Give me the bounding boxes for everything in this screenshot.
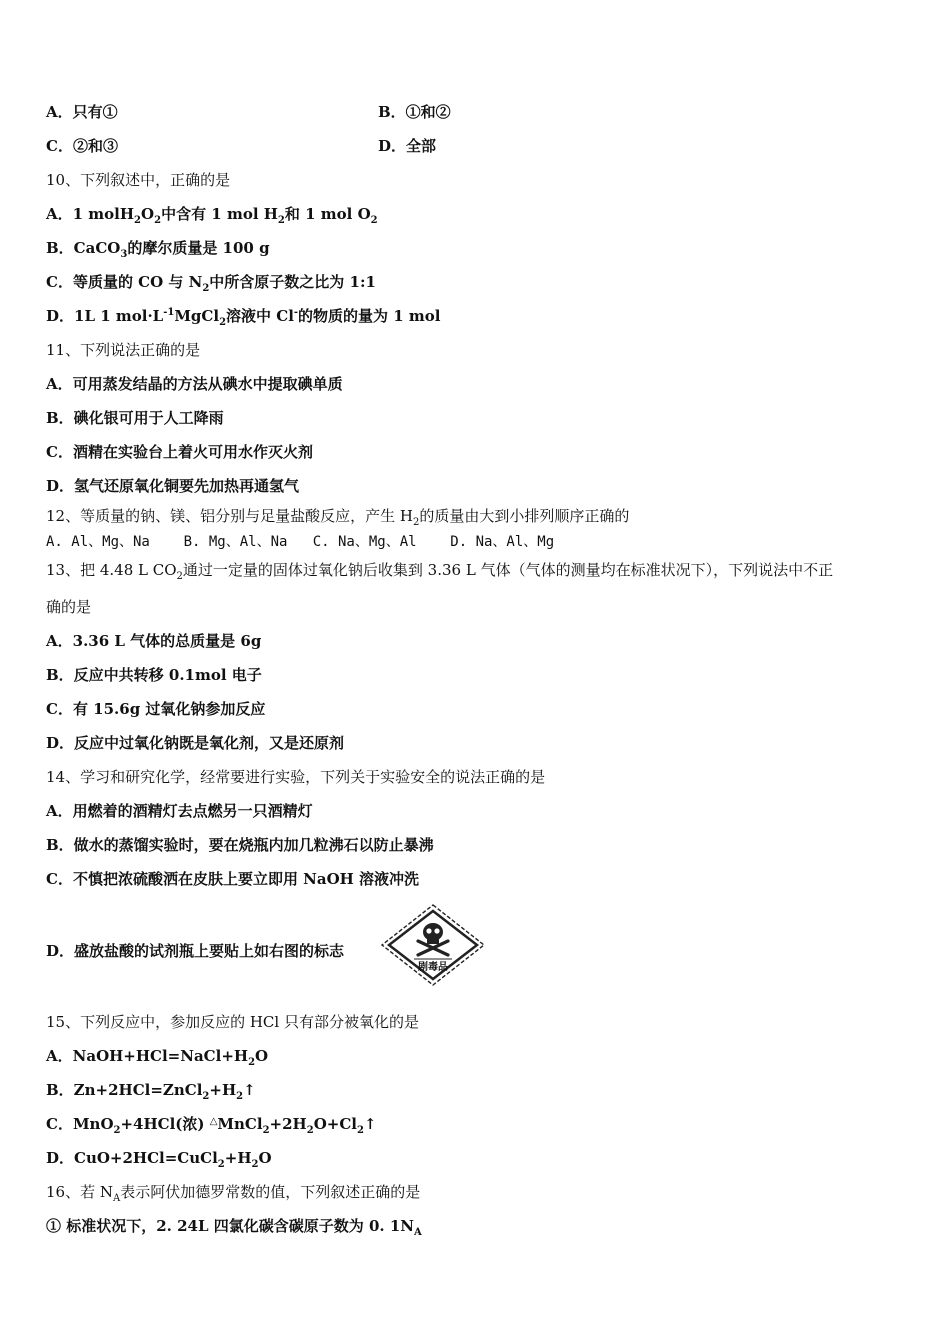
skull-crossbones-icon <box>380 903 486 987</box>
q11-option-b: B．碘化银可用于人工降雨 <box>46 409 224 427</box>
q13-stem: 13、把 4.48 L $CO_2$通过一定量的固体过氧化钠后收集到 3.36 L 气体（气体的测量均在标准状况下），下列说法中不正 <box>46 561 834 582</box>
q10-option-d: D．1L 1 $mol\cdot L^{-1}MgCl_2$溶液中 Cl-的物质的量为 1 mol <box>46 307 441 328</box>
q11-option-d: D．氢气还原氧化铜要先加热再通氢气 <box>46 477 300 495</box>
q9-option-d: D．全部 <box>378 137 437 155</box>
q10-option-b: B．CaCO$_3$的摩尔质量是 100 g <box>46 239 270 260</box>
q11-stem: 11、下列说法正确的是 <box>46 341 201 359</box>
q9-option-c: C．②和③ <box>46 137 118 155</box>
q14-option-d: D．盛放盐酸的试剂瓶上要贴上如右图的标志 <box>46 942 345 960</box>
toxic-hazard-sign <box>380 903 486 987</box>
q16-item-1: ① 标准状况下，2. 24L 四氯化碳含碳原子数为 0. $1N_A$ <box>46 1217 422 1238</box>
q10-stem: 10、下列叙述中，正确的是 <box>46 171 231 189</box>
q15-stem: 15、下列反应中，参加反应的 HCl 只有部分被氧化的是 <box>46 1013 419 1031</box>
q14-option-c: C．不慎把浓硫酸洒在皮肤上要立即用 NaOH 溶液冲洗 <box>46 870 420 888</box>
q15-option-c: C．MnO$_2$+4HCl(浓) $^\triangle MnCl_2+2H_2O+Cl_2↑$ <box>46 1115 377 1136</box>
q11-option-a: A．可用蒸发结晶的方法从碘水中提取碘单质 <box>46 375 343 393</box>
q10-option-a: A．1 $molH_2O_2$中含有 1 mol $H_2$和 1 mol $O_2$ <box>46 205 378 226</box>
q15-option-d: D．$CuO+2HCl=CuCl_2+H_2O$ <box>46 1149 272 1170</box>
q13-option-c: C．有 15.6g 过氧化钠参加反应 <box>46 700 266 718</box>
q14-option-b: B．做水的蒸馏实验时，要在烧瓶内加几粒沸石以防止暴沸 <box>46 836 434 854</box>
q15-option-a: A．$NaOH+HCl=NaCl+H_2O$ <box>46 1047 269 1068</box>
q9-option-a: A．只有① <box>46 103 118 121</box>
q13-option-b: B．反应中共转移 0.1mol 电子 <box>46 666 262 684</box>
q9-option-b: B．①和② <box>378 103 451 121</box>
q16-stem: 16、若 $N_A$表示阿伏加德罗常数的值，下列叙述正确的是 <box>46 1183 421 1204</box>
q13-option-d: D．反应中过氧化钠既是氧化剂，又是还原剂 <box>46 734 345 752</box>
q12-options: A. Al、Mg、Na B. Mg、Al、Na C. Na、Mg、Al D. Na、Al、Mg <box>46 534 555 550</box>
q10-option-c: C．等质量的 CO 与 $N_2$中所含原子数之比为 1:1 <box>46 273 376 294</box>
sign-label: 剧毒品 <box>418 962 448 973</box>
q14-option-a: A．用燃着的酒精灯去点燃另一只酒精灯 <box>46 802 313 820</box>
q13-option-a: A．3.36 L 气体的总质量是 6g <box>46 632 262 650</box>
q12-stem: 12、等质量的钠、镁、铝分别与足量盐酸反应，产生 $H_2$的质量由大到小排列顺序正确的 <box>46 507 630 528</box>
q15-option-b: B．$Zn+2HCl=ZnCl_2+H_2↑$ <box>46 1081 256 1102</box>
q14-stem: 14、学习和研究化学，经常要进行实验，下列关于实验安全的说法正确的是 <box>46 768 546 786</box>
q13-stem-line2: 确的是 <box>46 598 92 616</box>
q11-option-c: C．酒精在实验台上着火可用水作灭火剂 <box>46 443 313 461</box>
